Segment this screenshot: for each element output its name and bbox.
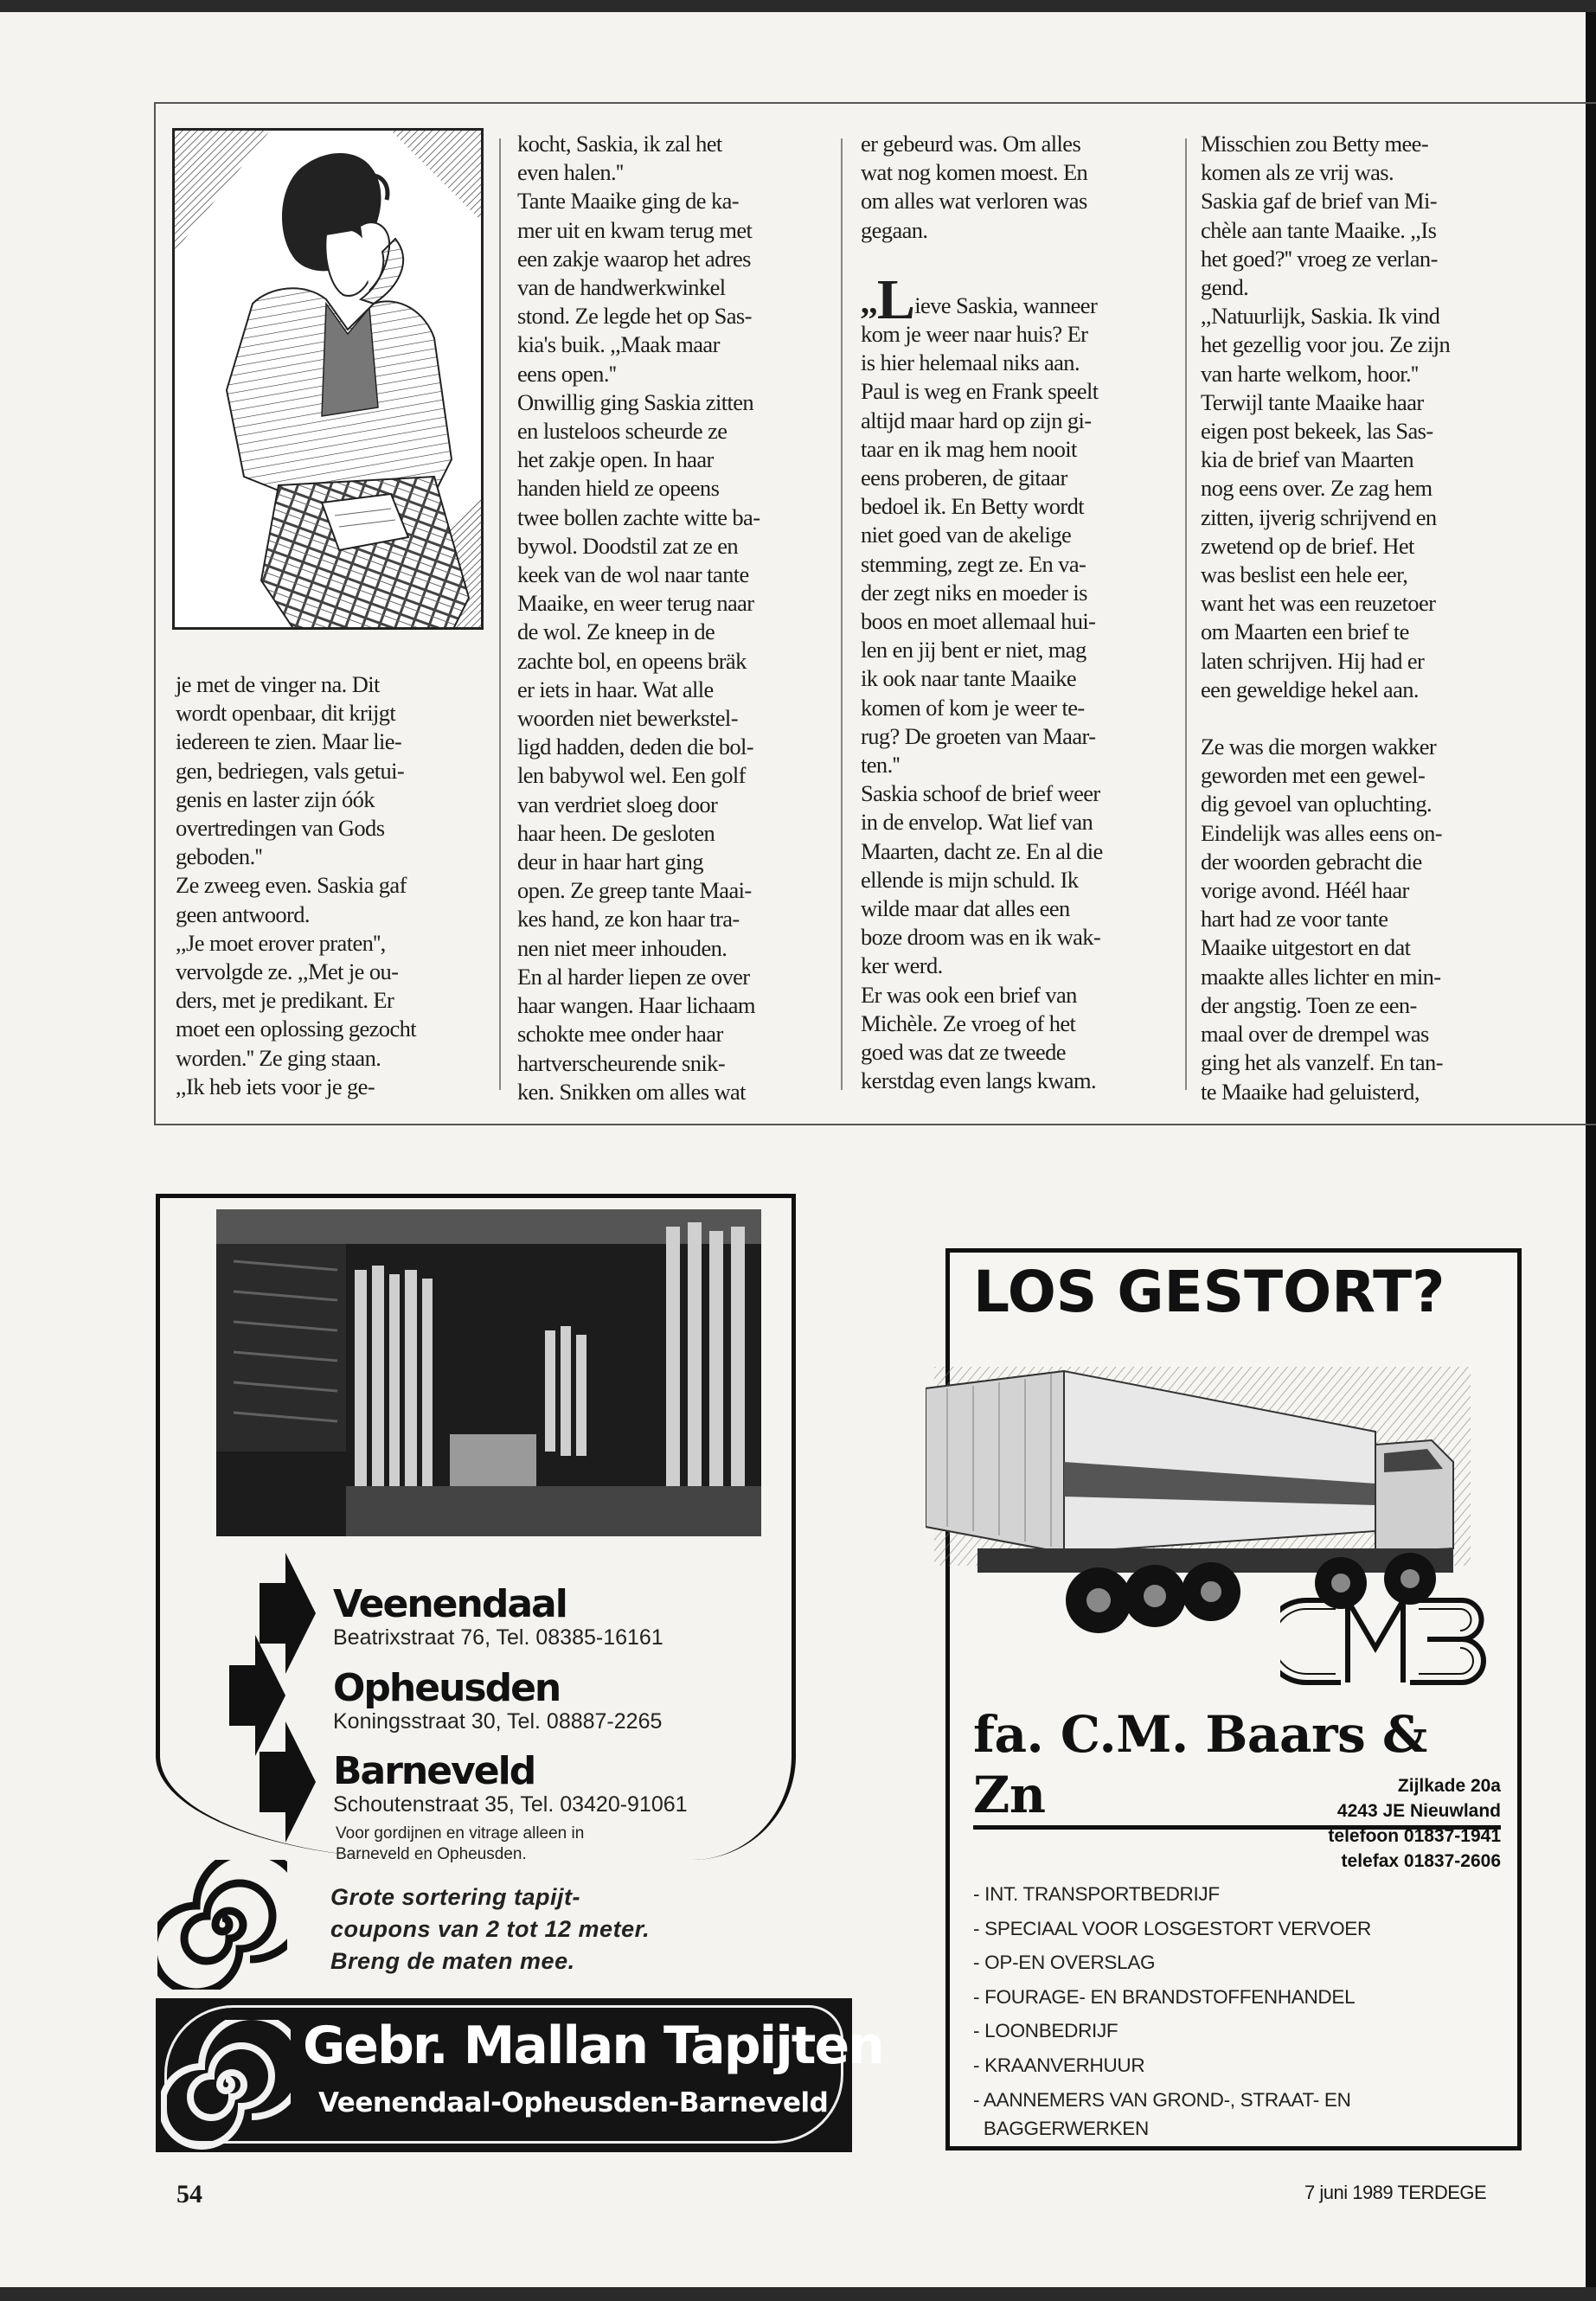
article-column-3 (861, 130, 1172, 1096)
text-line: eens proberen, de gitaar (861, 465, 1067, 491)
service-item: - FOURAGE- EN BRANDSTOFFENHANDEL (973, 1980, 1492, 2015)
text-line: is hier helemaal niks aan. (861, 349, 1080, 376)
text-line: gend. (1201, 274, 1249, 301)
branch-address: Beatrixstraat 76, Tel. 08385-16161 (333, 1625, 663, 1650)
text-line: iedereen te zien. Maar lie- (176, 728, 402, 755)
shop-interior-photo (216, 1209, 761, 1536)
arrow-icon (251, 1721, 320, 1843)
article-column-1 (176, 670, 461, 1101)
text-line: er gebeurd was. Om alles (861, 131, 1081, 157)
text-line: taar en ik mag hem nooit (861, 435, 1077, 462)
carpet-offer (330, 1881, 650, 1977)
text-line: bedoel ik. En Betty wordt (861, 493, 1085, 520)
service-item-continued: BAGGERWERKEN (983, 2118, 1149, 2140)
text-line: even halen.'' (517, 159, 624, 186)
cmb-logo-icon (1280, 1587, 1509, 1695)
text-line: der zegt niks en moeder is (861, 579, 1087, 606)
text-line: een geweldige hekel aan. (1201, 676, 1419, 702)
offer-line: Breng de maten mee. (330, 1948, 575, 1974)
service-item: - OP-EN OVERSLAG (973, 1945, 1492, 1980)
text-line: ik ook naar tante Maaike (861, 665, 1077, 692)
branch-address: Koningsstraat 30, Tel. 08887-2265 (333, 1709, 663, 1734)
note-line: Voor gordijnen en vitrage alleen in (336, 1824, 585, 1843)
text-line: om Maarten een brief te (1201, 619, 1409, 645)
text-line: nog eens over. Ze zag hem (1201, 475, 1433, 502)
text-line: gegaan. (861, 216, 928, 243)
column-rule (499, 138, 501, 1090)
letter-opening-line (861, 267, 1172, 331)
text-line: wordt openbaar, dit krijgt (176, 700, 396, 727)
text-line: vervolgde ze. ,,Met je ou- (176, 958, 399, 985)
column-rule (841, 138, 843, 1090)
text-line: ,,Natuurlijk, Saskia. Ik vind (1201, 303, 1440, 330)
text-line: Terwijl tante Maaike haar (1201, 388, 1424, 415)
branch-city: Opheusden (333, 1666, 561, 1710)
spiral-logo-icon (161, 2020, 291, 2150)
quote-mark: ,, (861, 281, 877, 321)
text-line: mer uit en kwam terug met (517, 216, 753, 243)
company-contact (1194, 1773, 1501, 1874)
brand-name: Gebr. Mallan Tapijten (303, 2016, 883, 2076)
drop-cap: L (876, 267, 915, 331)
contact-line: telefoon 01837-1941 (1328, 1826, 1501, 1846)
text-line: komen of kom je weer te- (861, 694, 1085, 721)
text-line: in de envelop. Wat lief van (861, 809, 1093, 836)
text-line: Ze zweeg even. Saskia gaf (176, 872, 407, 899)
text-line: Eindelijk was alles eens on- (1201, 819, 1443, 846)
text-line: haar heen. De gesloten (517, 819, 715, 846)
issue-info: 7 juni 1989 TERDEGE (1304, 2182, 1487, 2203)
text-line: altijd maar hard op zijn gi- (861, 407, 1092, 433)
text-line: kom je weer naar huis? Er (861, 321, 1088, 348)
text-line: chèle aan tante Maaike. ,,Is (1201, 216, 1437, 243)
curtains-note (336, 1823, 716, 1865)
text-line: bywol. Doodstil zat ze en (517, 532, 739, 559)
illustration-girl-reading-letter (172, 128, 484, 630)
text-line: dig gevoel van opluchting. (1201, 791, 1433, 817)
text-line: ken. Snikken om alles wat (517, 1078, 746, 1105)
text-line: van verdriet sloeg door (517, 791, 718, 817)
text-line: er iets in haar. Wat alle (517, 676, 714, 702)
text-line: Tante Maaike ging de ka- (517, 188, 739, 215)
text-line: Er was ook een brief van (861, 981, 1077, 1008)
text-line: En al harder liepen ze over (517, 963, 750, 990)
text-line: Ze was die morgen wakker (1201, 734, 1437, 760)
text-line: eens open.'' (517, 360, 617, 387)
text-line: Maaike uitgestort en dat (1201, 934, 1411, 961)
first-line-text: ieve Saskia, wanneer (914, 292, 1098, 318)
text-line: Maarten, dacht ze. En al die (861, 837, 1103, 864)
text-line: worden.'' Ze ging staan. (176, 1044, 381, 1071)
text-line: Saskia schoof de brief weer (861, 780, 1100, 807)
text-line: ,,Ik heb iets voor je ge- (176, 1073, 375, 1099)
text-line: geworden met een gewel- (1201, 762, 1426, 789)
text-line: overtredingen van Gods (176, 815, 385, 842)
branch-address: Schoutenstraat 35, Tel. 03420-91061 (333, 1792, 688, 1817)
text-line: len en jij bent er niet, mag (861, 637, 1086, 663)
text-line: hartverscheurende snik- (517, 1049, 726, 1076)
text-line: Onwillig ging Saskia zitten (517, 388, 754, 415)
text-line: der woorden gebracht die (1201, 848, 1422, 875)
text-line: maal over de drempel was (1201, 1021, 1429, 1048)
text-line: kia de brief van Maarten (1201, 446, 1414, 473)
text-line: len babywol wel. Een golf (517, 762, 746, 789)
text-line: maakte alles lichter en min- (1201, 963, 1441, 990)
service-item: - SPECIAAL VOOR LOSGESTORT VERVOER (973, 1912, 1492, 1946)
text-line: een zakje waarop het adres (517, 245, 751, 272)
branch-veenendaal (333, 1582, 663, 1650)
text-line: Michèle. Ze vroeg of het (861, 1009, 1076, 1036)
text-line: goed was dat ze tweede (861, 1039, 1066, 1066)
offer-line: coupons van 2 tot 12 meter. (330, 1916, 651, 1942)
column-rule (1185, 138, 1187, 1090)
text-line: ligd hadden, deden die bol- (517, 734, 754, 760)
text-line: van de handwerkwinkel (517, 274, 726, 301)
text-line: woorden niet bewerkstel- (517, 705, 738, 732)
text-line: hart had ze voor tante (1201, 906, 1388, 933)
contact-line: Zijlkade 20a (1397, 1776, 1501, 1796)
service-item: - KRAANVERHUUR (973, 2048, 1492, 2083)
text-line: en lusteloos scheurde ze (517, 418, 727, 445)
text-line: nen niet meer inhouden. (517, 934, 727, 961)
contact-line: 4243 JE Nieuwland (1336, 1801, 1501, 1821)
text-line: kes hand, ze kon haar tra- (517, 906, 740, 933)
branch-city: Veenendaal (333, 1582, 567, 1626)
text-line: stemming, zegt ze. En va- (861, 550, 1086, 577)
text-line: geboden.'' (176, 843, 262, 870)
brand-towns: Veenendaal-Opheusden-Barneveld (318, 2087, 829, 2118)
article-column-4 (1201, 130, 1525, 1106)
text-line: rug? De groeten van Maar- (861, 722, 1096, 749)
text-line: der angstig. Toen ze een- (1201, 991, 1417, 1018)
text-line: ders, met je predikant. Er (176, 987, 394, 1014)
text-line: want het was een reuzetoer (1201, 590, 1436, 617)
illustration-drawing (175, 131, 484, 630)
text-line: kerstdag even langs kwam. (861, 1067, 1096, 1094)
note-line: Barneveld en Opheusden. (336, 1845, 527, 1863)
text-line: laten schrijven. Hij had er (1201, 647, 1425, 674)
text-line: ten.'' (861, 752, 900, 779)
text-line: ,,Je moet erover praten'', (176, 929, 386, 956)
contact-line: telefax 01837-2606 (1341, 1851, 1501, 1871)
text-line: schokte mee onder haar (517, 1021, 723, 1048)
article-column-2 (517, 130, 820, 1106)
text-line: haar wangen. Haar lichaam (517, 992, 755, 1019)
offer-line: Grote sortering tapijt- (330, 1884, 581, 1910)
text-line: Misschien zou Betty mee- (1201, 131, 1429, 157)
text-line: het zakje open. In haar (517, 446, 714, 473)
text-line: Saskia gaf de brief van Mi- (1201, 188, 1437, 215)
text-line: ellende is mijn schuld. Ik (861, 866, 1079, 893)
text-line: Maaike, en weer terug naar (517, 590, 754, 617)
text-line: komen als ze vrij was. (1201, 159, 1394, 186)
text-line: boos en moet allemaal hui- (861, 608, 1096, 635)
service-item: - AANNEMERS VAN GROND-, STRAAT- EN (973, 2083, 1492, 2118)
branch-barneveld (333, 1749, 688, 1817)
branch-city: Barneveld (333, 1749, 535, 1793)
ad-headline: LOS GESTORT? (973, 1259, 1445, 1325)
text-line: te Maaike had geluisterd, (1201, 1078, 1420, 1105)
company-name: fa. C.M. Baars & Zn (973, 1704, 1501, 1830)
service-item: - LOONBEDRIJF (973, 2014, 1492, 2048)
text-line: was beslist een hele eer, (1201, 561, 1408, 588)
text-line: je met de vinger na. Dit (176, 671, 380, 697)
text-line: twee bollen zachte witte ba- (517, 503, 760, 530)
text-line: het goed?'' vroeg ze verlan- (1201, 245, 1438, 272)
text-line: zachte bol, en opeens bräk (517, 647, 747, 674)
text-line: de wol. Ze kneep in de (517, 619, 715, 645)
text-line: van harte welkom, hoor.'' (1201, 360, 1419, 387)
text-line: keek van de wol naar tante (517, 561, 749, 588)
text-line: moet een oplossing gezocht (176, 1016, 417, 1042)
text-line: eigen post bekeek, las Sas- (1201, 418, 1433, 445)
text-line: ker werd. (861, 952, 943, 979)
text-line: vorige avond. Héél haar (1201, 877, 1409, 904)
text-line: kocht, Saskia, ik zal het (517, 131, 722, 157)
text-line: niet goed van de akelige (861, 522, 1072, 548)
text-line: Paul is weg en Frank speelt (861, 378, 1099, 405)
text-line: het gezellig voor jou. Ze zijn (1201, 331, 1451, 358)
text-line: zwetend op de brief. Het (1201, 532, 1414, 559)
page-number: 54 (176, 2180, 202, 2208)
text-line: handen hield ze opeens (517, 475, 720, 502)
text-line: gen, bedriegen, vals getui- (176, 757, 405, 784)
text-line: kia's buik. ,,Maak maar (517, 331, 720, 358)
service-item: - INT. TRANSPORTBEDRIJF (973, 1877, 1492, 1912)
spiral-icon (157, 1860, 287, 1990)
text-line: deur in haar hart ging (517, 849, 703, 875)
text-line: geen antwoord. (176, 901, 310, 927)
text-line: wilde maar dat alles een (861, 895, 1070, 922)
text-line: wat nog komen moest. En (861, 159, 1088, 186)
text-line: genis en laster zijn óók (176, 785, 375, 812)
text-line: ging het als vanzelf. En tan- (1201, 1049, 1443, 1076)
photo-drawing (216, 1209, 761, 1536)
text-line: open. Ze greep tante Maai- (517, 877, 752, 904)
branch-opheusden (333, 1666, 663, 1734)
text-line: boze droom was en ik wak- (861, 924, 1101, 951)
text-line: om alles wat verloren was (861, 188, 1087, 215)
services-list (973, 1877, 1492, 2141)
text-line: stond. Ze legde het op Sas- (517, 303, 752, 330)
text-line: zitten, ijverig schrijvend en (1201, 503, 1437, 530)
